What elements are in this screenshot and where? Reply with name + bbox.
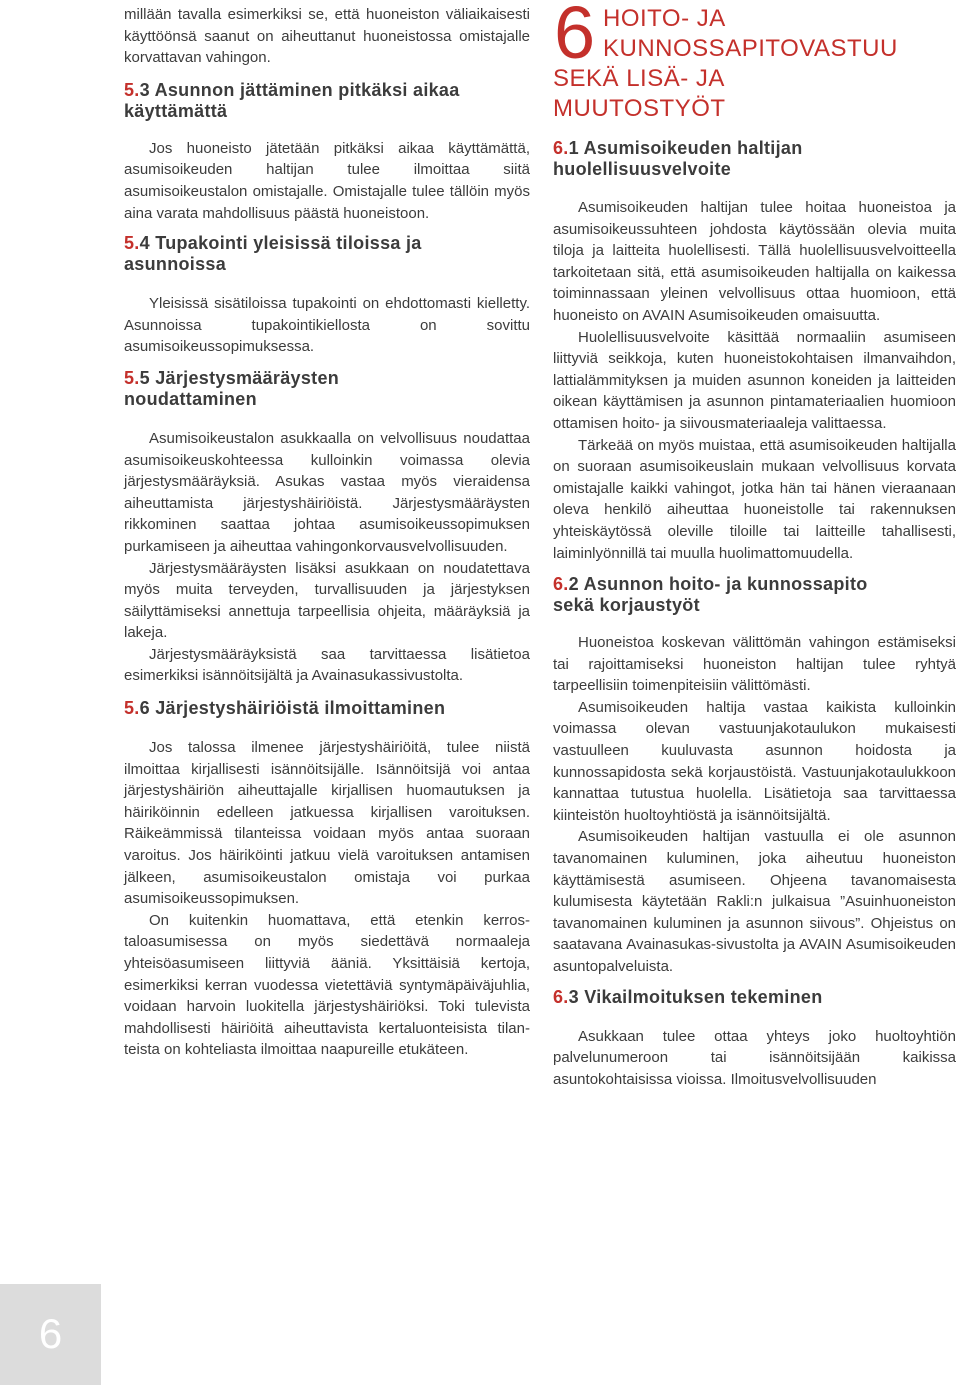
paragraph: Jos talossa ilmenee järjestyshäiriöitä, tulee niistä ilmoittaa kirjallisesti isännöitsijälle. Isännöitsijä voi antaa järjestyshäiriön aiheuttajalle kirjallisen huomautuksen ja häiriköinnin edelleen jatkuessa kirjallisen varoituksen. Räikeämmissä tilanteissa voidaan myös antaa suoraan varoitus. Jos häiriköinti jatkuu vielä varoituksen antamisen jälkeen, asumisoikeustalon omistaja voi purkaa asumisoikeussopimuksen. bbox=[124, 739, 530, 908]
page-number: 6 bbox=[38, 1310, 63, 1357]
paragraph: Asumisoikeuden haltijan vastuulla ei ole asunnon tavanomainen kuluminen, joka aiheutuu huoneiston käyttämisestä asumiseen. Ohjeena tavanomaisesta kulumisesta käytetään Rakli:n julkaisua ”Asuinhuoneiston tavanomainen kuluminen ja asunnon siivous”. Ohjeistus on saatavana Avainasukas-sivustolta ja AVAIN Asumisoikeuden asuntopalveluista. bbox=[553, 828, 956, 975]
chapter-title-line: HOITO- JA bbox=[603, 5, 726, 32]
heading-number: 6. bbox=[553, 986, 569, 1007]
paragraph: Asumisoikeuden haltijan tulee hoitaa huoneistoa ja asumisoikeussuhteen johdosta käytössään olevia muita tiloja ja laitteita huolellisesti. Tällä huolellisuusvelvoitteella tarkoitetaan sitä, että asumisoikeuden haltijalla on kaikessa toiminnassaan yleinen velvollisuus ottaa huomioon, että huoneisto on AVAIN Asumisoikeuden omaisuutta. bbox=[553, 199, 956, 324]
heading-text: 6 Järjestyshäiriöistä ilmoittaminen bbox=[139, 698, 446, 719]
left-column bbox=[124, 4, 530, 1061]
chapter-number: 6 bbox=[554, 0, 596, 74]
intro-paragraph: millään tavalla esimerkiksi se, että huoneiston väliaikaisesti käyttöönsä saanut on aiheuttanut huoneistossa omistajalle korvattavan vahingon. bbox=[124, 6, 530, 67]
heading-text-line2: käyttämättä bbox=[124, 100, 228, 121]
paragraph: Asumisoikeustalon asukkaalla on velvollisuus noudattaa asumisoikeuskohteessa kulloinkin voimassa olevia järjestysmääräyksiä. Asukas vastaa myös vieraidensa aiheuttamista järjestyshäiriöistä. Järjestysmääräysten rikkominen saattaa johtaa asumisoikeussopimuksen purkamiseen ja aiheuttaa vahingonkorvausvelvollisuuden. bbox=[124, 429, 530, 555]
heading-text-line2: asunnoissa bbox=[124, 254, 227, 275]
heading-text: 5 Järjestysmääräysten bbox=[139, 367, 340, 388]
heading-6-2 bbox=[553, 574, 956, 616]
heading-6-3 bbox=[553, 987, 956, 1008]
page-number-box bbox=[0, 1284, 101, 1385]
heading-text: 3 Asunnon jättäminen pitkäksi aikaa bbox=[139, 79, 460, 100]
paragraph: On kuitenkin huomattava, että etenkin kerrostaloasumisessa on myös siedettävä normaaleja yhteisöasumiseen liittyviä ääniä. Yksittäisiä kertoja, esimerkiksi kerran vuodessa vietettäviä syntymäpäiväjuhlia, voidaan harvoin luokitella järjestyshäiriöksi. Toki tulevista mahdollisesti häiriöitä aiheuttavista kertaluonteisista tilanteista on kohteliasta ilmoittaa naapureille etukäteen. bbox=[124, 911, 530, 1059]
heading-text: 3 Vikailmoituksen tekeminen bbox=[568, 986, 823, 1007]
heading-5-5 bbox=[124, 368, 530, 410]
paragraph: Tärkeää on myös muistaa, että asumisoikeuden haltijalla on suoraan asumisoikeuslain mukaan velvollisuus korvata omistajalle kaikki vahingot, jotka hän tai hänen vieraanaan oleva henkilö aiheuttaa huoneistolle tai rakennuksen yhteiskäytössä oleville tiloille tai laitteille tahallisesti, laiminlyönnillä tai muulla huolimattomuudella. bbox=[553, 436, 956, 562]
heading-5-3 bbox=[124, 80, 530, 122]
paragraph: Huolellisuusvelvoite käsittää normaaliin asumiseen liittyviä seikkoja, kuten huoneistokohtaisen ilmanvaihdon, lattialämmityksen ja muiden asunnon koneiden ja laitteiden oikean käyttämisen ja asunnon pintamateriaalien huomioon ottamisen hoito- ja siivousmateriaaleja valittaessa. bbox=[553, 328, 956, 432]
paragraph: Järjestysmääräyksistä saa tarvittaessa lisätietoa esimerkiksi isännöitsijältä ja Avainasukassivustolta. bbox=[124, 645, 530, 685]
chapter-title-line: MUUTOSTYÖT bbox=[553, 95, 726, 122]
heading-text: 2 Asunnon hoito- ja kunnossapito bbox=[568, 574, 868, 595]
chapter-heading bbox=[553, 0, 956, 128]
heading-text-line2: noudattaminen bbox=[124, 388, 257, 409]
chapter-title-line: SEKÄ LISÄ- JA bbox=[553, 65, 725, 92]
heading-text: 4 Tupakointi yleisissä tiloissa ja bbox=[139, 233, 422, 254]
heading-number: 6. bbox=[553, 574, 569, 595]
heading-text-line2: huolellisuusvelvoite bbox=[553, 159, 732, 179]
paragraph: Asumisoikeuden haltija vastaa kaikista kulloinkin voimassa olevan vastuunjakotaulukon mukaisesti vastuulleen kuuluvasta asunnon hoidosta ja kunnossapidosta sekä korjaustöistä. Vastuunjakotaulukkoon kannattaa tutustua huolella. Lisätietoja saa tarvittaessa kiinteistön huoltoyhtiöstä ja isännöitsijältä. bbox=[553, 698, 956, 824]
paragraph: Huoneistoa koskevan välittömän vahingon estämiseksi tai rajoittamiseksi huoneiston haltijan tulee ryhtyä tarpeellisiin toimenpiteisiin välittömästi. bbox=[553, 634, 956, 695]
heading-number: 5. bbox=[124, 79, 140, 100]
paragraph: Järjestysmääräysten lisäksi asukkaan on noudatettava myös muita terveyden, turvallisuuden ja järjestyksen säilyttämiseksi annettuja tarpeellisia ohjeita, määräyksiä ja lakeja. bbox=[124, 559, 530, 642]
heading-5-4 bbox=[124, 233, 530, 275]
heading-text: 1 Asumisoikeuden haltijan bbox=[568, 138, 803, 158]
heading-number: 5. bbox=[124, 698, 140, 719]
heading-number: 6. bbox=[553, 138, 569, 158]
heading-number: 5. bbox=[124, 367, 140, 388]
chapter-title bbox=[553, 4, 953, 124]
heading-number: 5. bbox=[124, 233, 140, 254]
heading-text-line2: sekä korjaustyöt bbox=[553, 595, 700, 616]
chapter-title-line: KUNNOSSAPITOVASTUU bbox=[603, 35, 898, 62]
heading-5-6 bbox=[124, 698, 530, 719]
paragraph: Asukkaan tulee ottaa yhteys joko huoltoyhtiön palvelunumeroon tai isännöitsijään kaikissa asuntokohtaisissa vioissa. Ilmoitusvelvollisuuden bbox=[553, 1027, 956, 1088]
right-column bbox=[553, 0, 956, 1090]
heading-6-1 bbox=[553, 138, 956, 180]
paragraph: Jos huoneisto jätetään pitkäksi aikaa käyttämättä, asumisoikeuden haltijan tulee ilmoittaa siitä asumisoikeustalon omistajalle. Omistajalle tulee tällöin myös aina varata mahdollisuus päästä huoneistoon. bbox=[124, 139, 530, 222]
paragraph: Yleisissä sisätiloissa tupakointi on ehdottomasti kielletty. Asunnoissa tupakointikiellosta on sovittu asumisoikeussopimuksessa. bbox=[124, 295, 530, 356]
